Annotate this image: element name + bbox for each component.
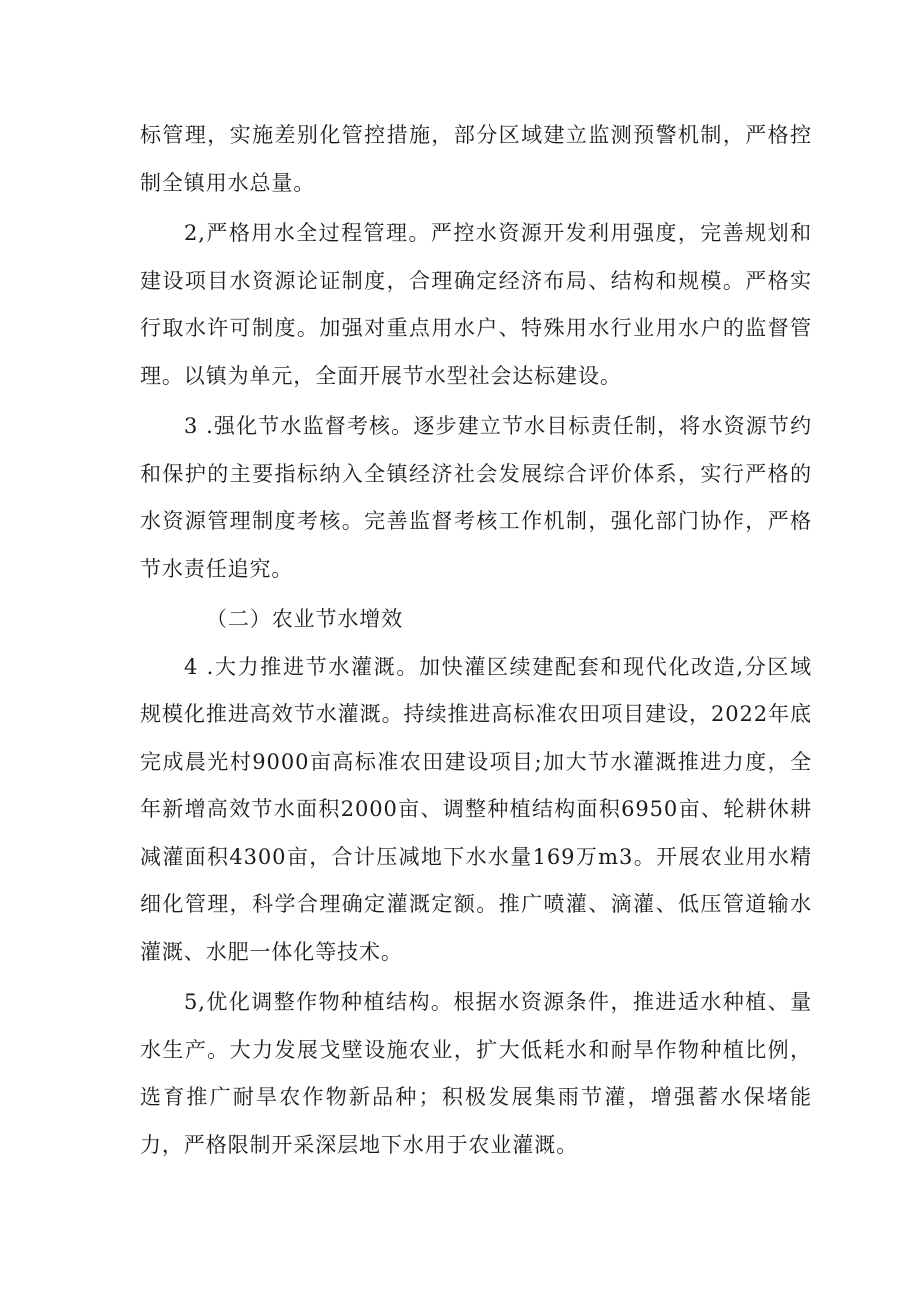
paragraph-water-supervision: 3 .强化节水监督考核。逐步建立节水目标责任制，将水资源节约和保护的主要指标纳入全镇经济社会发展综合评价体系，实行严格的水资源管理制度考核。完善监督考核工作机制，强化部门协作，严格节水责任追究。 — [140, 414, 812, 581]
paragraph-water-process-management: 2,严格用水全过程管理。严控水资源开发利用强度，完善规划和建设项目水资源论证制度，合理确定经济布局、结构和规模。严格实行取水许可制度。加强对重点用水户、特殊用水行业用水户的监督管理。以镇为单元，全面开展节水型社会达标建设。 — [140, 221, 812, 388]
document-body — [140, 112, 812, 1169]
section-heading-agriculture: （二）农业节水增效 — [206, 607, 404, 631]
paragraph-irrigation: 4 .大力推进节水灌溉。加快灌区续建配套和现代化改造,分区域规模化推进高效节水灌溉。持续推进高标准农田项目建设，2022年底完成晨光村9000亩高标准农田建设项目;加大节水灌溉推进力度，全年新增高效节水面积2000亩、调整种植结构面积6950亩、轮耕休耕减灌面积4300亩，合计压减地下水水量169万m3。开展农业用水精细化管理，科学合理确定灌溉定额。推广喷灌、滴灌、低压管道输水灌溉、水肥一体化等技术。 — [140, 654, 812, 964]
paragraph-total-water-control: 标管理，实施差别化管控措施，部分区域建立监测预警机制，严格控制全镇用水总量。 — [140, 123, 812, 195]
paragraph-crop-structure: 5,优化调整作物种植结构。根据水资源条件，推进适水种植、量水生产。大力发展戈壁设施农业，扩大低耗水和耐旱作物种植比例，选育推广耐旱农作物新品种；积极发展集雨节灌，增强蓄水保堵能力，严格限制开采深层地下水用于农业灌溉。 — [140, 990, 812, 1157]
